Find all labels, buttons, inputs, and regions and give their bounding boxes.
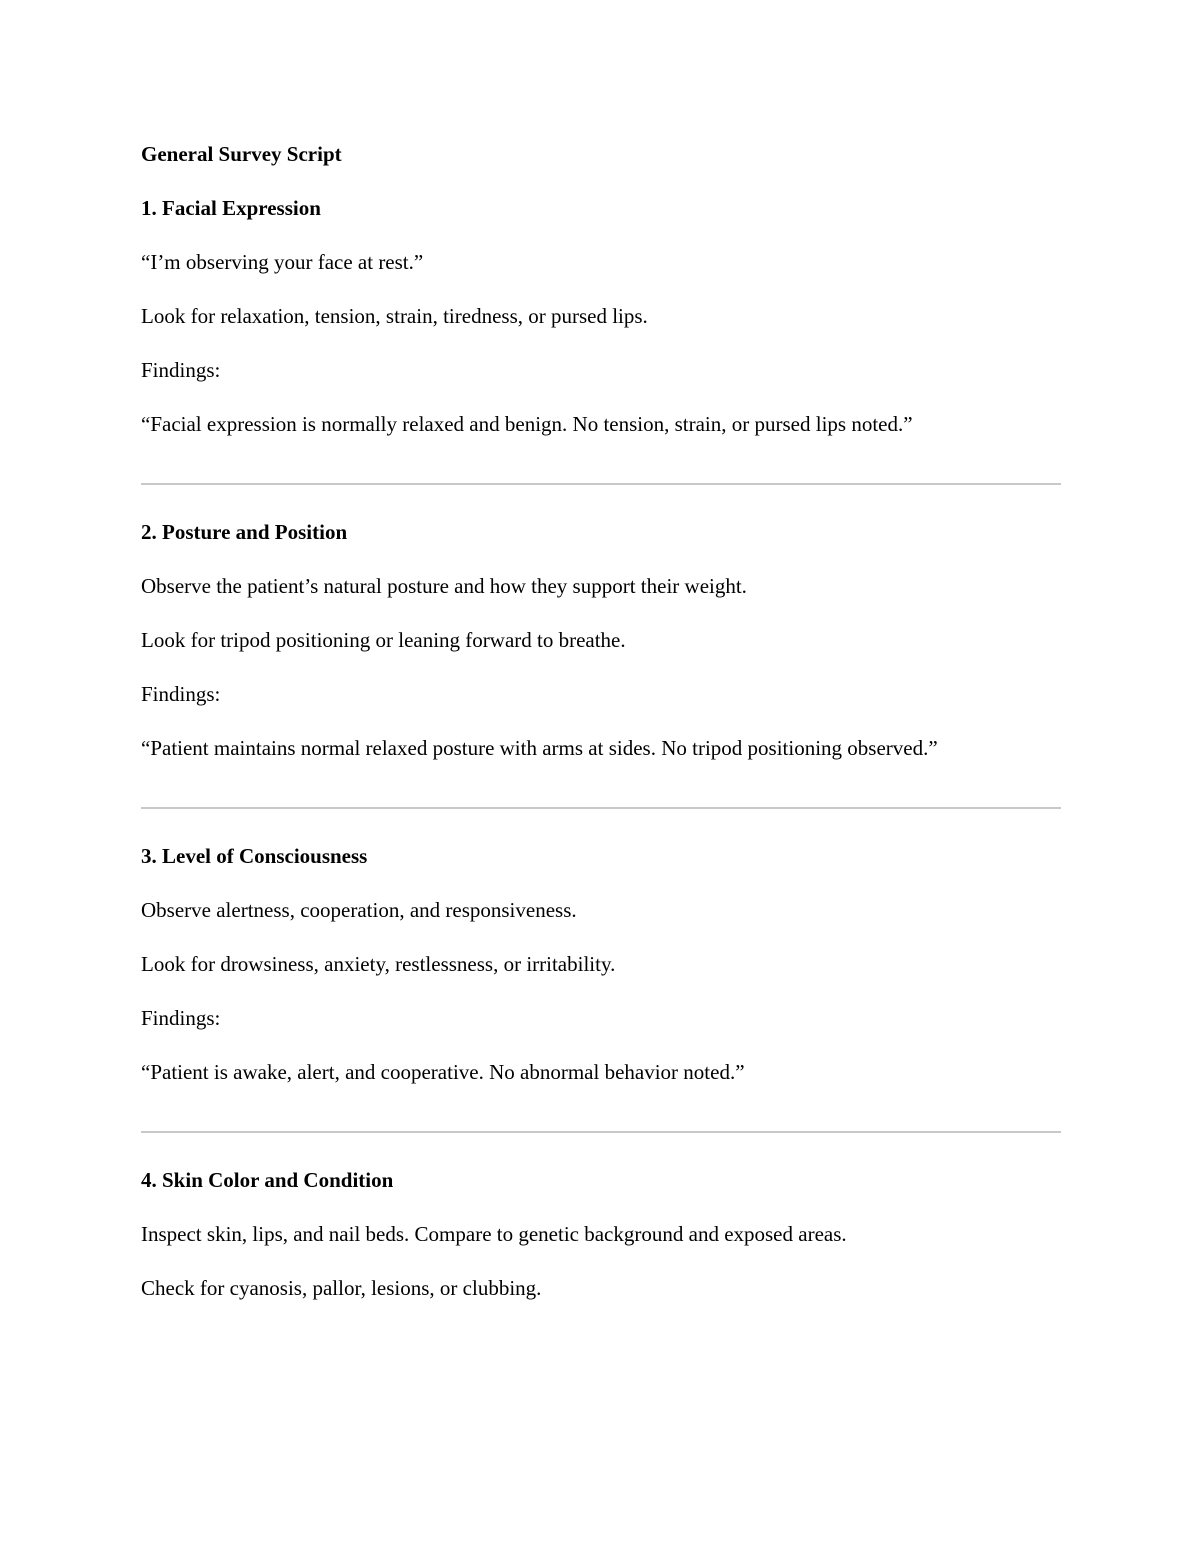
instruction-line: Look for relaxation, tension, strain, tiredness, or pursed lips.: [141, 304, 648, 328]
section-divider: [141, 807, 1061, 809]
section-posture-and-position: [141, 519, 1061, 761]
findings-text: “Facial expression is normally relaxed and benign. No tension, strain, or pursed lips noted.”: [141, 412, 913, 436]
section-heading: 1. Facial Expression: [141, 196, 321, 220]
findings-text: “Patient maintains normal relaxed posture with arms at sides. No tripod positioning observed.”: [141, 736, 938, 760]
document-body: [141, 141, 1061, 1301]
findings-label: Findings:: [141, 682, 221, 706]
instruction-line: Look for tripod positioning or leaning forward to breathe.: [141, 628, 626, 652]
script-line: “I’m observing your face at rest.”: [141, 250, 424, 274]
section-heading: 2. Posture and Position: [141, 520, 348, 544]
instruction-line: Observe the patient’s natural posture and how they support their weight.: [141, 574, 747, 598]
findings-text: “Patient is awake, alert, and cooperative. No abnormal behavior noted.”: [141, 1060, 745, 1084]
findings-label: Findings:: [141, 1006, 221, 1030]
instruction-line: Look for drowsiness, anxiety, restlessness, or irritability.: [141, 952, 616, 976]
section-divider: [141, 483, 1061, 485]
section-facial-expression: [141, 195, 1061, 437]
instruction-line: Check for cyanosis, pallor, lesions, or clubbing.: [141, 1276, 542, 1300]
instruction-line: Inspect skin, lips, and nail beds. Compare to genetic background and exposed areas.: [141, 1222, 847, 1246]
document-title: General Survey Script: [141, 142, 342, 166]
section-skin-color-and-condition: [141, 1167, 1061, 1301]
findings-label: Findings:: [141, 358, 221, 382]
section-level-of-consciousness: [141, 843, 1061, 1085]
section-heading: 4. Skin Color and Condition: [141, 1168, 394, 1192]
section-heading: 3. Level of Consciousness: [141, 844, 368, 868]
section-divider: [141, 1131, 1061, 1133]
instruction-line: Observe alertness, cooperation, and responsiveness.: [141, 898, 577, 922]
